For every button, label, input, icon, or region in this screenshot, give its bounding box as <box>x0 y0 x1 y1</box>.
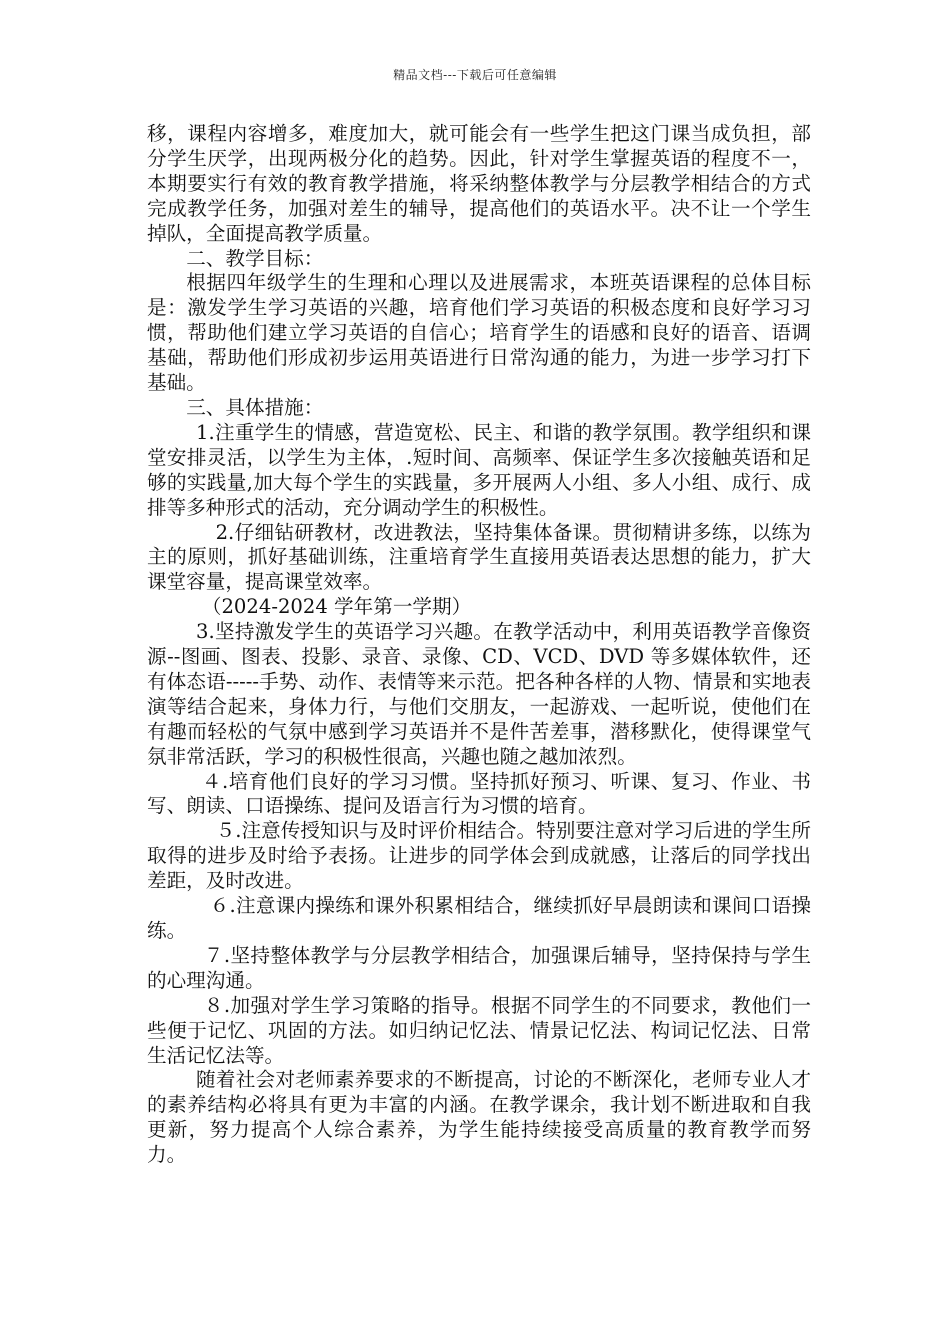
paragraph-conclusion: 随着社会对老师素养要求的不断提高，讨论的不断深化，老师专业人才的素养结构必将具有更为丰富的内涵。在教学课余，我计划不断进取和自我更新，努力提高个人综合素养，为学生能持续接受高质量的教育教学而努力。 <box>147 1068 811 1167</box>
paragraph-intro: 移，课程内容增多，难度加大，就可能会有一些学生把这门课当成负担，部分学生厌学，出现两极分化的趋势。因此，针对学生掌握英语的程度不一，本期要实行有效的教育教学措施，将采纳整体教学与分层教学相结合的方式完成教学任务，加强对差生的辅导，提高他们的英语水平。决不让一个学生掉队，全面提高教学质量。 <box>147 122 811 245</box>
measure-item-4: ４.培育他们良好的学习习惯。坚持抓好预习、听课、复习、作业、书写、朗读、口语操练、提问及语言行为习惯的培育。 <box>147 769 811 818</box>
measure-item-5: ５.注意传授知识与及时评价相结合。特别要注意对学习后进的学生所取得的进步及时给予表扬。让进步的同学体会到成就感，让落后的同学找出差距，及时改进。 <box>147 819 811 893</box>
section-heading-goals: 二、教学目标： <box>186 246 324 270</box>
measure-item-7: ７.坚持整体教学与分层教学相结合，加强课后辅导，坚持保持与学生的心理沟通。 <box>147 943 811 992</box>
measure-item-1: 1.注重学生的情感，营造宽松、民主、和谐的教学氛围。教学组织和课堂安排灵活，以学生为主体，.短时间、高频率、保证学生多次接触英语和足够的实践量,加大每个学生的实践量，多开展两人小组、多人小组、成行、成排等多种形式的活动，充分调动学生的积极性。 <box>147 420 811 519</box>
measure-item-8: ８.加强对学生学习策略的指导。根据不同学生的不同要求，教他们一些便于记忆、巩固的方法。如归纳记忆法、情景记忆法、构词记忆法、日常生活记忆法等。 <box>147 993 811 1067</box>
measure-item-6: ６.注意课内操练和课外积累相结合，继续抓好早晨朗读和课间口语操练。 <box>147 894 811 942</box>
measure-item-2: 2.仔细钻研教材，改进教法，坚持集体备课。贯彻精讲多练，以练为主的原则，抓好基础训练，注重培育学生直接用英语表达思想的能力，扩大课堂容量，提高课堂效率。 <box>147 520 811 594</box>
document-body <box>147 122 811 1168</box>
page-header: 精品文档---下载后可任意编辑 <box>393 68 557 82</box>
semester-note: （2024-2024 学年第一学期） <box>201 595 472 619</box>
paragraph-goals: 根据四年级学生的生理和心理以及进展需求，本班英语课程的总体目标是：激发学生学习英语的兴趣，培育他们学习英语的积极态度和良好学习习惯，帮助他们建立学习英语的自信心；培育学生的语感和良好的语音、语调基础，帮助他们形成初步运用英语进行日常沟通的能力，为进一步学习打下基础。 <box>147 271 811 395</box>
section-heading-measures: 三、具体措施： <box>186 395 324 419</box>
measure-item-3: 3.坚持激发学生的英语学习兴趣。在教学活动中，利用英语教学音像资源--图画、图表、投影、录音、录像、CD、VCD、DVD 等多媒体软件，还有体态语-----手势、动作、表情等来示范。把各种各样的人物、情景和实地表演等结合起来，身体力行，与他们交朋友，一起游戏、一起听说，使他们在有趣而轻松的气氛中感到学习英语并不是件苦差事，潜移默化，使得课堂气氛非常活跃，学习的积极性很高，兴趣也随之越加浓烈。 <box>147 620 811 768</box>
